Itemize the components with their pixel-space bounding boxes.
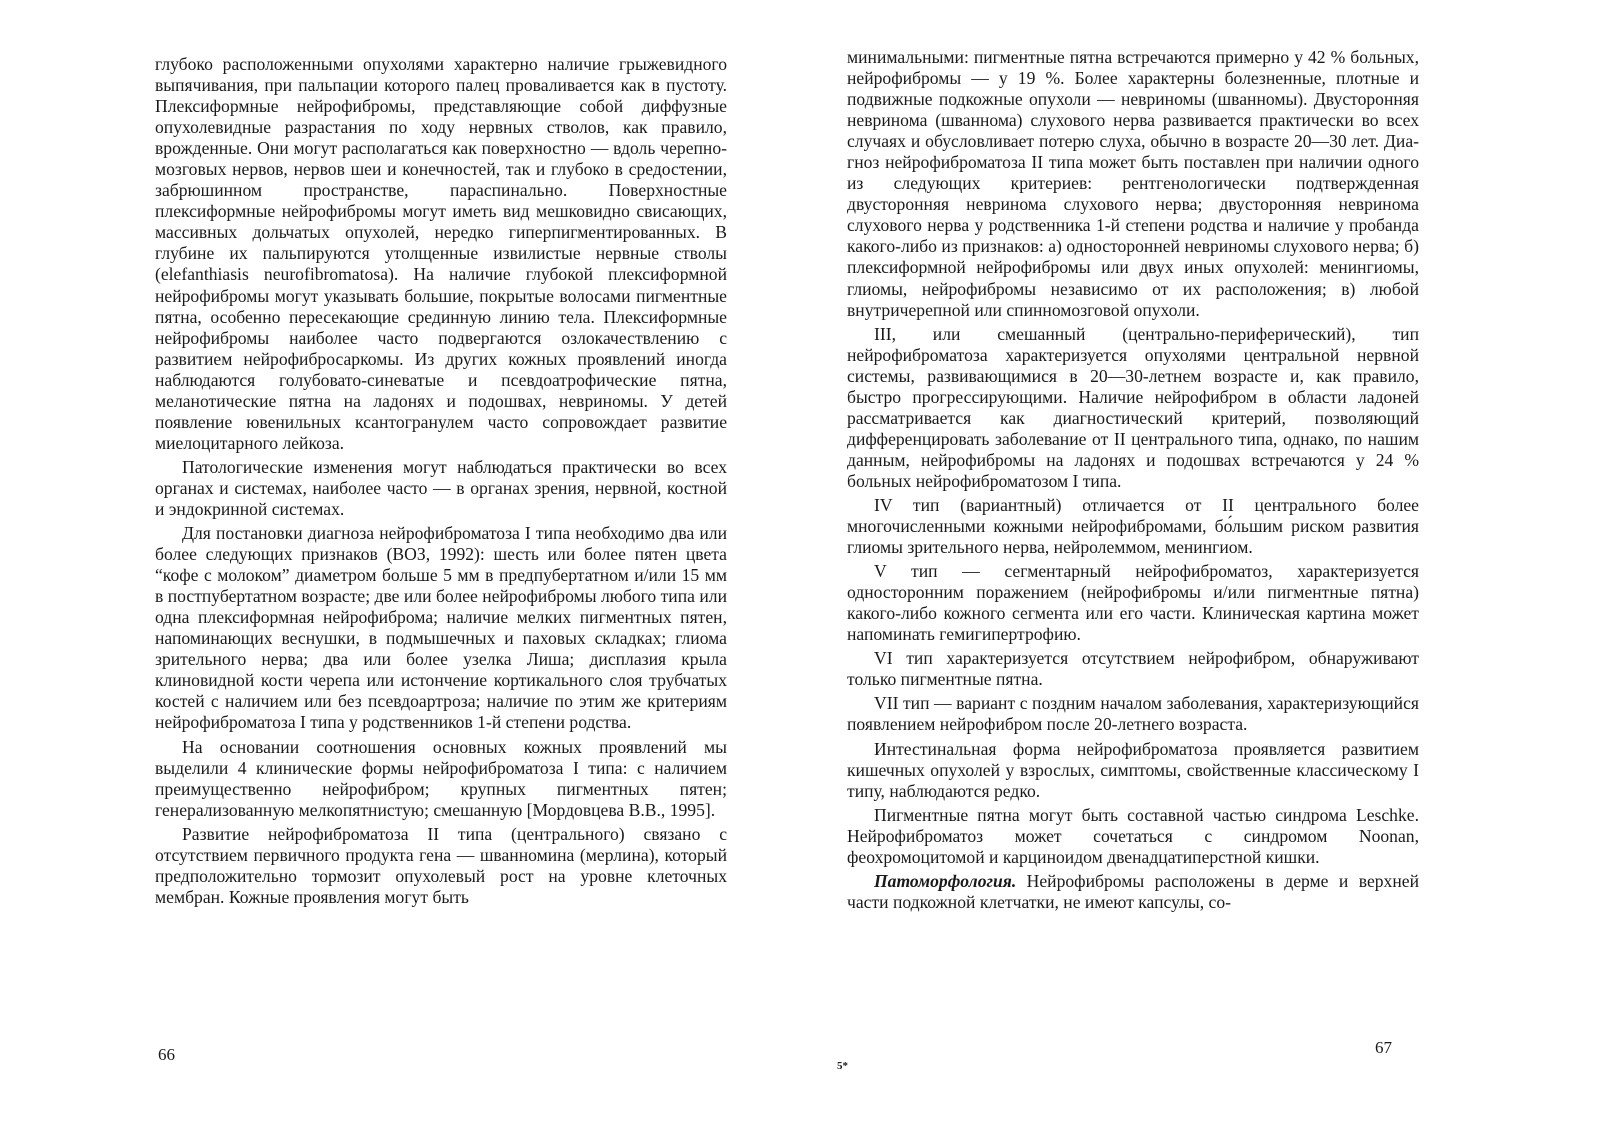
page-number: 67 <box>1375 1038 1392 1057</box>
paragraph: глубоко расположенными опухолями характерно наличие грыжевидного выпячивания, при пальпации которого палец проваливается как в пустоту. Плексиформные нейрофибромы, представляющие собой диффузные опухолевидные разрастания по ходу нервных стволов, как правило, врожденные. Они могут располагаться как поверхностно — вдоль черепно-мозговых нервов, нервов шеи и конечностей, так и глубоко в средостении, забрюшинном пространстве, параспинально. Поверхностные плексиформные нейрофибромы могут иметь вид мешковидно свисающих, массивных дольчатых опухолей, нередко гиперпигментированных. В глубине их пальпируются утолщенные извилистые нервные стволы (elefanthiasis neurofibromatosa). На наличие глубокой плексиформной нейрофибромы могут указывать большие, покрытые волосами пигментные пятна, особенно пересекающие срединную линию тела. Плексиформные нейрофибромы наиболее часто подвергаются озлокачествлению с развитием нейрофибросаркомы. Из других кожных проявлений иногда наблюдаются голубовато-синеватые и псевдоатрофические пятна, меланотические пятна на ладонях и подошвах, невриномы. У детей появление ювенильных ксантогранулем часто сопровождает развитие миелоцитарного лейкоза. <box>155 54 727 453</box>
paragraph: Интестинальная форма нейрофиброматоза проявляется развитием кишечных опухолей у взрослых, симптомы, свойственные классическому I типу, наблюдаются редко. <box>847 738 1419 801</box>
paragraph: Развитие нейрофиброматоза II типа (центрального) связано с отсутствием первичного продукта гена — шванномина (мерлина), который предположительно тормозит опухолевый рост на уровне клеточных мембран. Кожные проявления могут быть <box>155 823 727 907</box>
paragraph: III, или смешанный (центрально-периферический), тип нейрофиброматоза характеризуется опухолями центральной нервной системы, развивающимися в 20—30-летнем возрасте и, как правило, быстро прогрессирующими. Наличие нейрофибром в области ладоней рассматривается как диагностический критерий, позволяющий дифференцировать заболевание от II центрального типа, однако, по нашим данным, нейрофибромы на ладонях и подошвах встречаются у 24 % больных нейрофиброматозом I типа. <box>847 323 1419 491</box>
paragraph: На основании соотношения основных кожных проявлений мы выделили 4 клинические формы нейрофиброматоза I типа: с наличием преимущественно нейрофибром; крупных пигментных пятен; генерализованную мелкопятнистую; смешанную [Мордовцева В.В., 1995]. <box>155 736 727 820</box>
section-text: Нейрофибромы расположены в дерме и верхней части подкожной клетчатки, не имеют капсулы, со- <box>847 870 1419 912</box>
left-page <box>0 0 800 1132</box>
paragraph: V тип — сегментарный нейрофиброматоз, характеризуется односторонним поражением (нейрофибромы и/или пигментные пятна) какого-либо кожного сегмента или его части. Клиническая картина может напоминать гемигипертрофию. <box>847 561 1419 645</box>
page-number: 66 <box>158 1045 175 1064</box>
paragraph: VII тип — вариант с поздним началом заболевания, характеризующийся появлением нейрофибром после 20-летнего возраста. <box>847 693 1419 735</box>
paragraph: Патологические изменения могут наблюдаться практически во всех органах и системах, наиболее часто — в органах зрения, нервной, костной и эндокринной системах. <box>155 456 727 519</box>
paragraph: VI тип характеризуется отсутствием нейрофибром, обнаруживают только пигментные пятна. <box>847 648 1419 690</box>
right-text-column <box>847 47 1419 913</box>
paragraph: Пигментные пятна могут быть составной частью синдрома Leschke. Нейрофиброматоз может сочетаться с синдромом Noonan, феохромоцитомой и карциноидом двенадцатиперстной кишки. <box>847 804 1419 867</box>
paragraph-pathomorphology <box>847 871 1419 913</box>
left-text-column <box>155 54 727 908</box>
signature-mark: 5* <box>837 1060 848 1072</box>
section-heading: Патоморфология. <box>874 870 1017 891</box>
paragraph: Для постановки диагноза нейрофиброматоза I типа необходимо два или более следующих признаков (ВОЗ, 1992): шесть или более пятен цвета “кофе с молоком” диаметром больше 5 мм в предпубертатном и/или 15 мм в постпубертатном возрасте; две или более нейрофибромы любого типа или одна плексиформная нейрофиброма; наличие мелких пигментных пятен, напоминающих веснушки, в подмышечных и паховых складках; глиома зрительного нерва; два или более узелка Лиша; дисплазия крыла клиновидной кости черепа или истончение кортикального слоя трубчатых костей с наличием или без псевдоартроза; наличие по этим же критериям нейрофиброматоза I типа у родственников 1-й степени родства. <box>155 523 727 733</box>
paragraph: IV тип (вариантный) отличается от II центрального более многочисленными кожными нейрофибромами, бо́льшим риском развития глиомы зрительного нерва, нейролеммом, менингиом. <box>847 494 1419 558</box>
paragraph: минимальными: пигментные пятна встречаются примерно у 42 % больных, нейрофибромы — у 19 %. Более характерны болезненные, плотные и подвижные подкожные опухоли — невриномы (шванномы). Двусторонняя невринома (шваннома) слухового нерва развивается практически во всех случаях и обусловливает потерю слуха, обычно в возрасте 20—30 лет. Диа- гноз нейрофиброматоза II типа может быть поставлен при наличии одного из следующих критериев: рентгенологически подтвержденная двусторонняя невринома слухового нерва; двусторонняя невринома слухового нерва у родственника 1-й степени родства и наличие у пробанда какого-либо из признаков: а) односторонней невриномы слухового нерва; б) плексиформной нейрофибромы или двух иных опухолей: менингиомы, глиомы, нейрофибромы независимо от их расположения; в) любой внутричерепной или спинномозговой опухоли. <box>847 47 1419 320</box>
right-page <box>800 0 1601 1132</box>
